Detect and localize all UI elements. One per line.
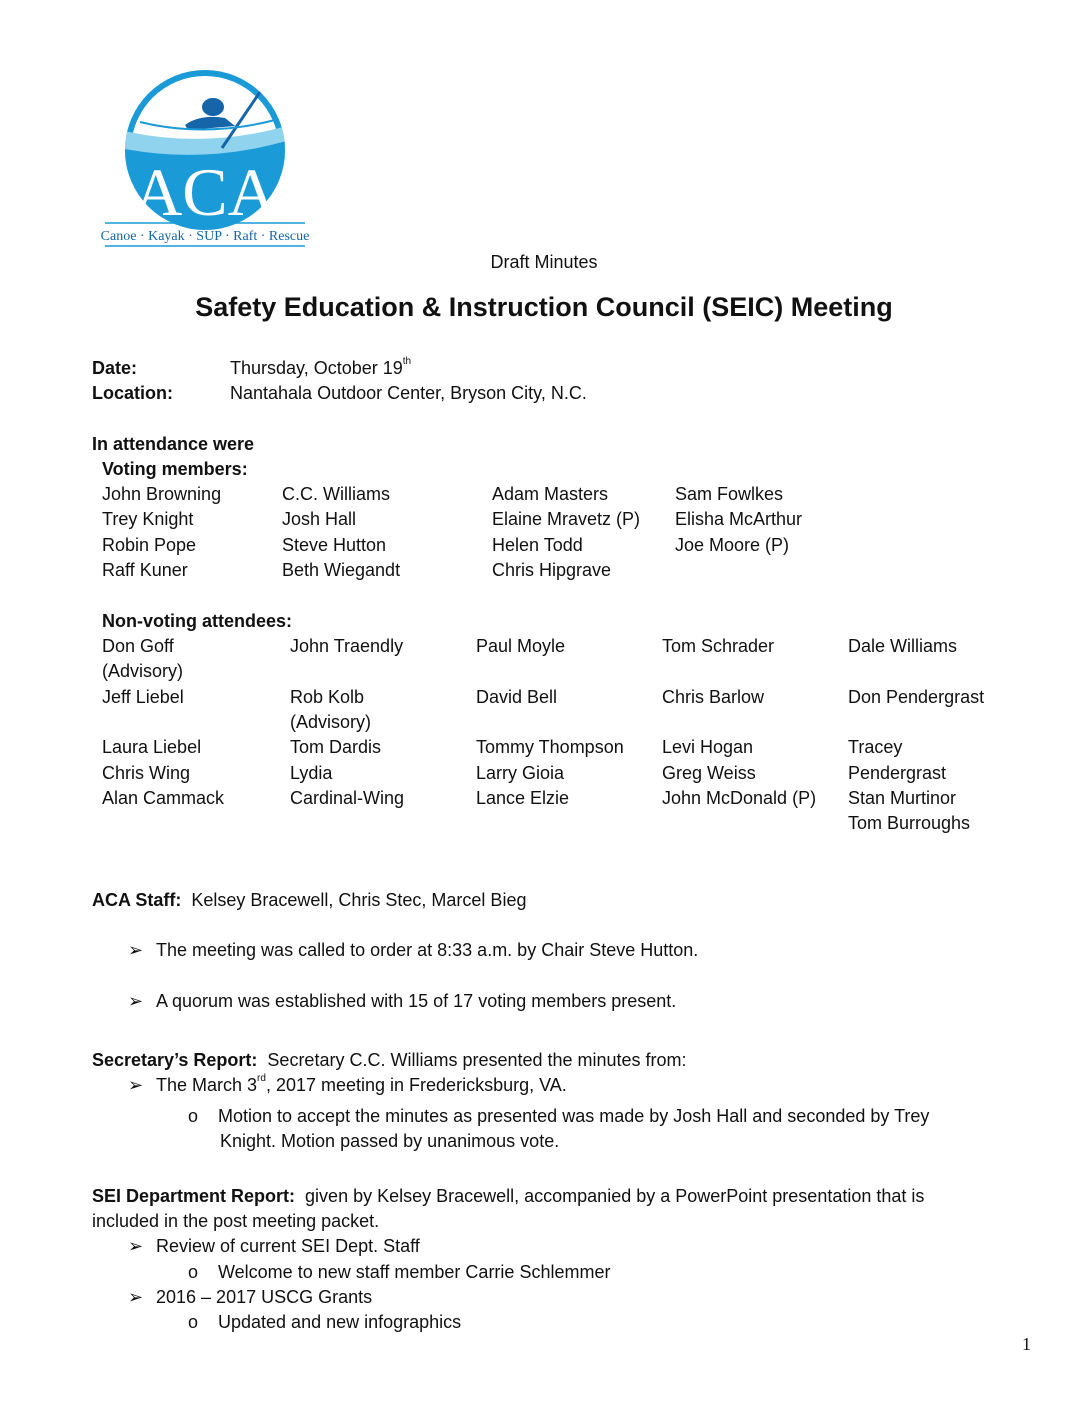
nonvoting-attendee: Tracey <box>848 737 903 758</box>
aca-logo <box>100 70 310 250</box>
nonvoting-attendee: Rob Kolb <box>290 686 365 707</box>
voting-member: Joe Moore (P) <box>675 534 790 555</box>
voting-member: Sam Fowlkes <box>675 484 784 504</box>
nonvoting-attendee: Lance Elzie <box>476 787 570 808</box>
bullet-quorum: ➢ A quorum was established with 15 of 17 voting members present. <box>128 989 676 1014</box>
nonvoting-attendee: Lydia <box>290 762 333 783</box>
secretary-bullet: ➢ The March 3rd, 2017 meeting in Fredericksburg, VA. <box>128 1073 567 1098</box>
sei-subitem: o Welcome to new staff member Carrie Schlemmer <box>188 1260 610 1285</box>
voting-member: Robin Pope <box>102 534 197 555</box>
voting-member: Josh Hall <box>282 509 357 530</box>
nonvoting-attendee: Tom Dardis <box>290 737 382 758</box>
secretary-report: Secretary’s Report: Secretary C.C. Williams presented the minutes from: <box>92 1050 687 1070</box>
voting-member: C.C. Williams <box>282 484 390 504</box>
voting-member: Steve Hutton <box>282 534 387 555</box>
sei-item: ➢ 2016 – 2017 USCG Grants <box>128 1285 372 1310</box>
sei-report-cont: included in the post meeting packet. <box>92 1211 380 1231</box>
o-bullet-icon: o <box>188 1312 199 1332</box>
secretary-motion: o Motion to accept the minutes as presented was made by Josh Hall and seconded by Trey <box>188 1104 929 1129</box>
sei-subitem: o Updated and new infographics <box>188 1310 461 1335</box>
nonvoting-attendee: John Traendly <box>290 636 404 656</box>
voting-heading: Voting members: <box>102 459 248 479</box>
nonvoting-attendee: Greg Weiss <box>662 762 756 783</box>
voting-member: Helen Todd <box>492 534 583 555</box>
nonvoting-attendee: David Bell <box>476 686 558 707</box>
arrow-bullet-icon: ➢ <box>128 1287 144 1307</box>
staff-names: Kelsey Bracewell, Chris Stec, Marcel Bieg <box>191 890 527 910</box>
nonvoting-heading: Non-voting attendees: <box>102 611 293 631</box>
o-bullet-icon: o <box>188 1262 199 1282</box>
nonvoting-attendee: Don Goff <box>102 636 174 656</box>
arrow-bullet-icon: ➢ <box>128 991 144 1011</box>
nonvoting-attendee: Paul Moyle <box>476 636 566 656</box>
nonvoting-attendee: Stan Murtinor <box>848 787 957 808</box>
nonvoting-attendee: John McDonald (P) <box>662 787 817 808</box>
nonvoting-attendee: Levi Hogan <box>662 737 754 758</box>
logo-tagline: Canoe · Kayak · SUP · Raft · Rescue <box>100 229 310 244</box>
o-bullet-icon: o <box>188 1106 199 1126</box>
voting-member: Trey Knight <box>102 509 194 530</box>
nonvoting-attendee: Pendergrast <box>848 762 947 783</box>
voting-member: John Browning <box>102 484 222 504</box>
nonvoting-attendee: Don Pendergrast <box>848 686 985 707</box>
nonvoting-attendee: Larry Gioia <box>476 762 565 783</box>
arrow-bullet-icon: ➢ <box>128 1075 144 1095</box>
nonvoting-attendee: Cardinal-Wing <box>290 787 405 808</box>
date-label: Date: <box>92 358 138 378</box>
voting-member: Elisha McArthur <box>675 509 803 530</box>
sei-item: ➢ Review of current SEI Dept. Staff <box>128 1234 420 1259</box>
nonvoting-attendee: Chris Barlow <box>662 686 765 707</box>
nonvoting-attendee: Alan Cammack <box>102 787 225 808</box>
nonvoting-attendee: Jeff Liebel <box>102 686 184 707</box>
bullet-call-to-order: ➢ The meeting was called to order at 8:33 a.m. by Chair Steve Hutton. <box>128 938 698 963</box>
voting-member: Adam Masters <box>492 484 609 504</box>
document-title: Safety Education & Instruction Council (SEIC) Meeting <box>195 292 893 322</box>
secretary-motion-cont: Knight. Motion passed by unanimous vote. <box>220 1131 560 1151</box>
nonvoting-attendee: Laura Liebel <box>102 737 202 758</box>
logo-letters: ACA <box>133 154 277 230</box>
voting-member: Elaine Mravetz (P) <box>492 509 641 530</box>
nonvoting-attendee: (Advisory) <box>102 661 184 682</box>
secretary-label: Secretary’s Report: <box>92 1050 258 1070</box>
document-subtitle: Draft Minutes <box>490 252 598 272</box>
sei-label: SEI Department Report: <box>92 1186 296 1206</box>
arrow-bullet-icon: ➢ <box>128 1236 144 1256</box>
date-value: Thursday, October 19th <box>230 356 412 378</box>
staff-line <box>92 888 526 913</box>
nonvoting-attendee: Dale Williams <box>848 636 958 656</box>
location-value: Nantahala Outdoor Center, Bryson City, N.C. <box>230 383 587 403</box>
nonvoting-attendee: Tom Schrader <box>662 636 775 656</box>
voting-member: Beth Wiegandt <box>282 559 401 580</box>
voting-member: Chris Hipgrave <box>492 559 612 580</box>
sei-report: SEI Department Report: given by Kelsey Bracewell, accompanied by a PowerPoint presentation that is <box>92 1186 925 1206</box>
arrow-bullet-icon: ➢ <box>128 940 144 960</box>
voting-member: Raff Kuner <box>102 559 188 580</box>
location-label: Location: <box>92 383 173 403</box>
page-number: 1 <box>1022 1334 1031 1354</box>
attendance-heading: In attendance were <box>92 434 255 454</box>
nonvoting-attendee: Tom Burroughs <box>848 813 971 834</box>
nonvoting-attendee: (Advisory) <box>290 711 372 732</box>
staff-label: ACA Staff: <box>92 890 182 910</box>
nonvoting-attendee: Chris Wing <box>102 762 191 783</box>
nonvoting-attendee: Tommy Thompson <box>476 737 624 758</box>
